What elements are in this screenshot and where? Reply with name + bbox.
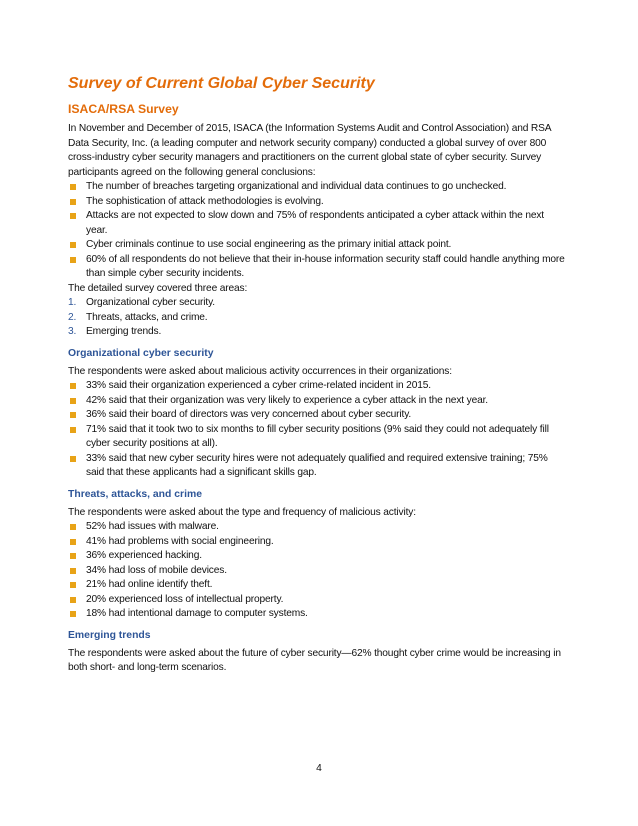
list-item-text: 34% had loss of mobile devices. xyxy=(86,564,227,576)
list-item-text: Emerging trends. xyxy=(86,326,162,337)
list-item xyxy=(68,452,566,481)
list-item xyxy=(68,195,566,210)
list-item xyxy=(68,311,566,326)
list-item xyxy=(68,593,566,608)
areas-list xyxy=(68,296,566,340)
list-item-text: 60% of all respondents do not believe that their in-house information security staff could handle anything more than simple cyber security incidents. xyxy=(86,253,565,279)
bullet-square-icon xyxy=(70,568,76,574)
bullet-square-icon xyxy=(70,383,76,389)
survey-subtitle: ISACA/RSA Survey xyxy=(68,102,179,116)
list-item xyxy=(68,253,566,282)
list-item-text: 52% had issues with malware. xyxy=(86,521,219,532)
list-item xyxy=(68,423,566,452)
list-item xyxy=(68,520,566,535)
list-item xyxy=(68,209,566,238)
bullet-square-icon xyxy=(70,611,76,617)
list-item xyxy=(68,578,566,593)
list-item-text: Cyber criminals continue to use social engineering as the primary initial attack point. xyxy=(86,239,452,250)
list-item-text: 33% said their organization experienced a cyber crime-related incident in 2015. xyxy=(86,380,431,391)
list-number: 2. xyxy=(68,311,77,323)
list-item-text: Attacks are not expected to slow down and 75% of respondents anticipated a cyber attack within the next year. xyxy=(86,210,544,236)
list-item-text: 41% had problems with social engineering. xyxy=(86,535,274,547)
list-item-text: 21% had online identify theft. xyxy=(86,579,213,590)
list-item-text: The number of breaches targeting organizational and individual data continues to go unchecked. xyxy=(86,181,507,192)
document-title: Survey of Current Global Cyber Security xyxy=(68,75,375,92)
list-item xyxy=(68,379,566,394)
list-item xyxy=(68,564,566,579)
section-heading-threats: Threats, attacks, and crime xyxy=(68,488,202,500)
bullet-square-icon xyxy=(70,539,76,545)
intro-paragraph: In November and December of 2015, ISACA (the Information Systems Audit and Control Association) and RSA Data Security, Inc. (a leading computer and network security company) conducted a global survey of over 800 cross-industry cyber security managers and practitioners on the current global state of cyber security. Survey participants agreed on the following general conclusions: xyxy=(68,123,551,178)
list-item xyxy=(68,535,566,550)
list-item xyxy=(68,238,566,253)
list-item-text: 42% said that their organization was very likely to experience a cyber attack in the next year. xyxy=(86,394,488,406)
list-item-text: Threats, attacks, and crime. xyxy=(86,311,208,323)
bullet-square-icon xyxy=(70,524,76,530)
section-intro: The respondents were asked about malicious activity occurrences in their organizations: xyxy=(68,365,452,377)
areas-intro: The detailed survey covered three areas: xyxy=(68,282,248,294)
bullet-square-icon xyxy=(70,213,76,219)
section-heading-organizational: Organizational cyber security xyxy=(68,347,214,359)
list-item xyxy=(68,549,566,564)
list-item-text: 20% experienced loss of intellectual property. xyxy=(86,593,284,605)
list-item xyxy=(68,408,566,423)
bullet-square-icon xyxy=(70,412,76,418)
trends-paragraph: The respondents were asked about the future of cyber security—62% thought cyber crime would be increasing in both short- and long-term scenarios. xyxy=(68,647,561,673)
page-content xyxy=(68,74,566,676)
section-intro: The respondents were asked about the type and frequency of malicious activity: xyxy=(68,506,416,518)
list-item xyxy=(68,394,566,409)
list-item-text: Organizational cyber security. xyxy=(86,297,215,308)
bullet-square-icon xyxy=(70,242,76,248)
list-item xyxy=(68,607,566,622)
section-heading-emerging-trends: Emerging trends xyxy=(68,629,151,641)
bullet-square-icon xyxy=(70,184,76,190)
list-number: 3. xyxy=(68,326,77,337)
list-item xyxy=(68,180,566,195)
list-number: 1. xyxy=(68,297,77,308)
list-item-text: 33% said that new cyber security hires were not adequately qualified and required extensive training; 75% said that these applicants had a significant skills gap. xyxy=(86,452,548,478)
list-item-text: 18% had intentional damage to computer systems. xyxy=(86,608,308,619)
list-item-text: The sophistication of attack methodologies is evolving. xyxy=(86,195,324,207)
bullet-square-icon xyxy=(70,597,76,603)
threats-list xyxy=(68,520,566,622)
bullet-square-icon xyxy=(70,257,76,263)
list-item-text: 71% said that it took two to six months to fill cyber security positions (9% said they could not adequately fill cyber security positions at all). xyxy=(86,423,549,449)
list-item xyxy=(68,296,566,311)
page-number: 4 xyxy=(316,763,322,774)
bullet-square-icon xyxy=(70,553,76,559)
list-item xyxy=(68,325,566,340)
organizational-list xyxy=(68,379,566,481)
conclusions-list xyxy=(68,180,566,282)
bullet-square-icon xyxy=(70,398,76,404)
list-item-text: 36% experienced hacking. xyxy=(86,550,202,561)
bullet-square-icon xyxy=(70,456,76,462)
bullet-square-icon xyxy=(70,427,76,433)
bullet-square-icon xyxy=(70,582,76,588)
bullet-square-icon xyxy=(70,199,76,205)
list-item-text: 36% said their board of directors was very concerned about cyber security. xyxy=(86,409,412,420)
